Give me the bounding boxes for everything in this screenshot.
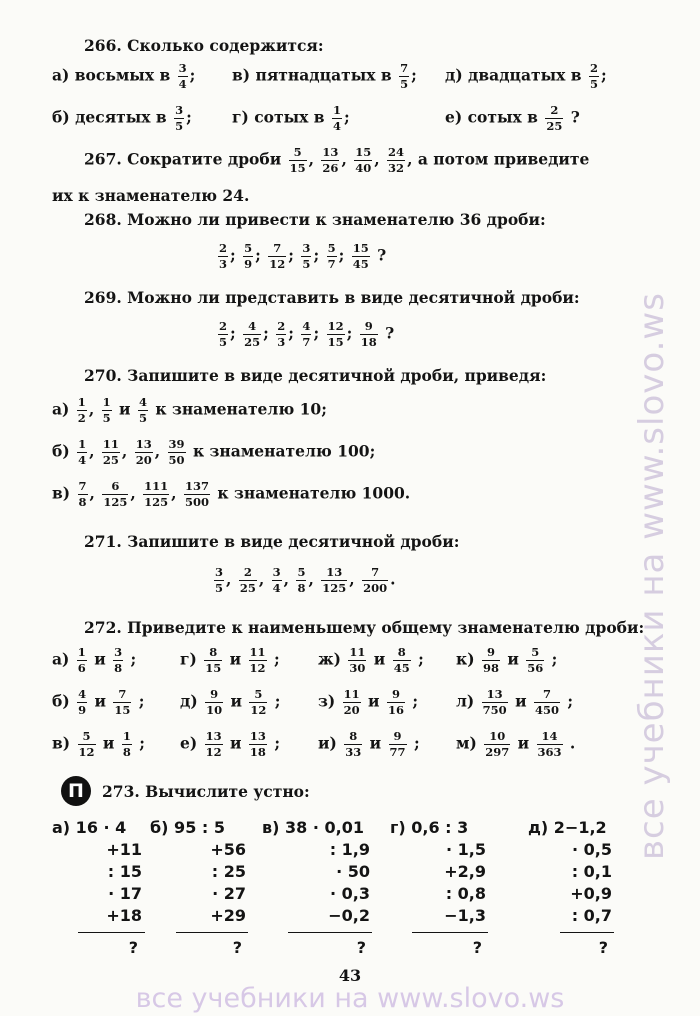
fraction: $\frac{1}{5}$ — [102, 395, 111, 426]
p269-fractions: $\frac{2}{5}$ ; $\frac{4}{25}$ ; $\frac{2}{3}$ ; $\frac{4}{7}$ ; $\frac{12}{15}$ ; $\frac{9}{18}$ ? — [219, 319, 395, 350]
fraction: $\frac{3}{5}$ — [302, 241, 311, 272]
p272-item: ж) $\frac{11}{30}$ и $\frac{8}{45}$ ; — [318, 645, 424, 676]
fraction: $\frac{1}{2}$ — [77, 395, 86, 426]
fraction: $\frac{8}{45}$ — [393, 645, 410, 676]
fraction: $\frac{13}{26}$ — [322, 145, 339, 176]
p273-op: : 0,8 — [445, 884, 486, 903]
oral-badge: П — [61, 776, 91, 806]
fraction: $\frac{5}{12}$ — [250, 687, 267, 718]
p266-a: а) восьмых в — [52, 65, 171, 85]
p266-g: г) сотых в $\frac{1}{4}$ ; — [232, 103, 350, 134]
p272-item: м) $\frac{10}{297}$ и $\frac{14}{363}$ . — [456, 729, 576, 760]
p273-op: −1,3 — [444, 906, 486, 925]
fraction: $\frac{9}{16}$ — [387, 687, 404, 718]
p273-op: · 50 — [336, 862, 370, 881]
p273-op: +11 — [106, 840, 142, 859]
p272-item: к) $\frac{9}{98}$ и $\frac{5}{56}$ ; — [456, 645, 558, 676]
p270-a: а) $\frac{1}{2}$ , $\frac{1}{5}$ и $\frac{4}{5}$ к знаменателю 10; — [52, 395, 327, 426]
fraction: $\frac{7}{200}$ — [363, 565, 388, 596]
p273-start: б) 95 : 5 — [150, 818, 225, 837]
p273-op: · 1,5 — [446, 840, 486, 859]
p272-item: д) $\frac{9}{10}$ и $\frac{5}{12}$ ; — [180, 687, 281, 718]
p273-question: ? — [128, 938, 138, 957]
p270-b: б) $\frac{1}{4}$ , $\frac{11}{25}$ , $\frac{13}{20}$ , $\frac{39}{50}$ к знаменателю 100; — [52, 437, 376, 468]
p273-op: · 17 — [108, 884, 142, 903]
fraction: $\frac{2}{3}$ — [277, 319, 286, 350]
fraction: $\frac{5}{12}$ — [78, 729, 95, 760]
problem-272-heading: 272. Приведите к наименьшему общему знаменателю дроби: — [84, 618, 645, 637]
fraction: $\frac{2}{5}$ — [590, 61, 599, 92]
fraction: $\frac{11}{12}$ — [249, 645, 266, 676]
p273-op: +18 — [106, 906, 142, 925]
fraction: $\frac{3}{5}$ — [175, 103, 184, 134]
problem-266-heading: 266. Сколько содержится: — [84, 36, 324, 55]
problem-271-heading: 271. Запишите в виде десятичной дроби: — [84, 532, 460, 551]
p271-fractions: $\frac{3}{5}$ , $\frac{2}{25}$ , $\frac{3}{4}$ , $\frac{5}{8}$ , $\frac{13}{125}$ , $\frac{7}{200}$ . — [215, 565, 396, 596]
problem-273-heading: 273. Вычислите устно: — [102, 782, 310, 801]
p273-op: · 0,3 — [330, 884, 370, 903]
fraction: $\frac{13}{18}$ — [249, 729, 266, 760]
p273-start: а) 16 · 4 — [52, 818, 127, 837]
fraction: $\frac{6}{125}$ — [103, 479, 128, 510]
fraction: $\frac{13}{125}$ — [322, 565, 347, 596]
p273-start: д) 2−1,2 — [528, 818, 607, 837]
fraction: $\frac{9}{10}$ — [206, 687, 223, 718]
fraction: $\frac{3}{4}$ — [178, 61, 187, 92]
fraction: $\frac{12}{15}$ — [327, 319, 344, 350]
p266-d: д) двадцатых в $\frac{2}{5}$ ; — [445, 61, 607, 92]
p273-question: ? — [356, 938, 366, 957]
fraction: $\frac{7}{15}$ — [114, 687, 131, 718]
problem-267: 267. Сократите дроби $\frac{5}{15}$ , $\frac{13}{26}$ , $\frac{15}{40}$ , $\frac{24}{32}$ , а потом приведите — [84, 145, 590, 176]
fraction: $\frac{5}{9}$ — [244, 241, 253, 272]
p273-op: −0,2 — [328, 906, 370, 925]
p273-op: : 1,9 — [329, 840, 370, 859]
page-number: 43 — [338, 966, 362, 985]
fraction: $\frac{9}{98}$ — [482, 645, 499, 676]
p273-question: ? — [232, 938, 242, 957]
fraction: $\frac{24}{32}$ — [388, 145, 405, 176]
p272-item: л) $\frac{13}{750}$ и $\frac{7}{450}$ ; — [456, 687, 574, 718]
fraction: $\frac{3}{8}$ — [114, 645, 123, 676]
problem-269-heading: 269. Можно ли представить в виде десятичной дроби: — [84, 288, 580, 307]
fraction: $\frac{4}{5}$ — [138, 395, 147, 426]
fraction: $\frac{137}{500}$ — [184, 479, 209, 510]
fraction: $\frac{1}{8}$ — [122, 729, 131, 760]
p273-op: : 25 — [211, 862, 246, 881]
fraction: $\frac{9}{18}$ — [360, 319, 377, 350]
p266-b: б) десятых в $\frac{3}{5}$ ; — [52, 103, 192, 134]
fraction: $\frac{13}{20}$ — [135, 437, 152, 468]
p273-op: · 27 — [212, 884, 246, 903]
fraction: $\frac{2}{25}$ — [239, 565, 256, 596]
p272-item: а) $\frac{1}{6}$ и $\frac{3}{8}$ ; — [52, 645, 137, 676]
fraction: $\frac{8}{15}$ — [205, 645, 222, 676]
problem-268-heading: 268. Можно ли привести к знаменателю 36 дроби: — [84, 210, 546, 229]
p273-rule — [560, 932, 614, 933]
fraction: $\frac{8}{33}$ — [345, 729, 362, 760]
p273-op: · 0,5 — [572, 840, 612, 859]
p273-question: ? — [598, 938, 608, 957]
fraction: $\frac{15}{45}$ — [352, 241, 369, 272]
p266-v: в) пятнадцатых в $\frac{7}{5}$ ; — [232, 61, 417, 92]
p272-item: з) $\frac{11}{20}$ и $\frac{9}{16}$ ; — [318, 687, 419, 718]
watermark-side: все учебники на www.slovo.ws — [632, 292, 672, 860]
fraction: $\frac{4}{9}$ — [78, 687, 87, 718]
p272-item: г) $\frac{8}{15}$ и $\frac{11}{12}$ ; — [180, 645, 280, 676]
p273-op: +0,9 — [570, 884, 612, 903]
p272-item: б) $\frac{4}{9}$ и $\frac{7}{15}$ ; — [52, 687, 145, 718]
p273-start: г) 0,6 : 3 — [390, 818, 469, 837]
p272-item: е) $\frac{13}{12}$ и $\frac{13}{18}$ ; — [180, 729, 281, 760]
fraction: $\frac{9}{77}$ — [389, 729, 406, 760]
p273-op: +2,9 — [444, 862, 486, 881]
fraction: $\frac{3}{4}$ — [272, 565, 281, 596]
fraction: $\frac{2}{5}$ — [219, 319, 228, 350]
p266-row1: а) восьмых в $\frac{3}{4}$ ; — [52, 61, 196, 92]
fraction: $\frac{5}{56}$ — [527, 645, 544, 676]
fraction: $\frac{1}{4}$ — [78, 437, 87, 468]
p272-item: в) $\frac{5}{12}$ и $\frac{1}{8}$ ; — [52, 729, 145, 760]
fraction: $\frac{11}{20}$ — [343, 687, 360, 718]
p266-e: е) сотых в $\frac{2}{25}$ ? — [445, 103, 580, 134]
fraction: $\frac{11}{25}$ — [102, 437, 119, 468]
fraction: $\frac{3}{5}$ — [215, 565, 224, 596]
fraction: $\frac{39}{50}$ — [168, 437, 185, 468]
fraction: $\frac{4}{25}$ — [244, 319, 261, 350]
p273-rule — [176, 932, 248, 933]
p267-line2: их к знаменателю 24. — [52, 186, 250, 205]
fraction: $\frac{7}{5}$ — [400, 61, 409, 92]
fraction: $\frac{5}{15}$ — [289, 145, 306, 176]
fraction: $\frac{111}{125}$ — [144, 479, 169, 510]
p273-op: : 0,7 — [571, 906, 612, 925]
fraction: $\frac{7}{450}$ — [534, 687, 559, 718]
fraction: $\frac{10}{297}$ — [485, 729, 510, 760]
watermark-bottom: все учебники на www.slovo.ws — [135, 983, 565, 1014]
p273-rule — [288, 932, 372, 933]
fraction: $\frac{7}{8}$ — [78, 479, 87, 510]
fraction: $\frac{1}{4}$ — [332, 103, 341, 134]
problem-270-heading: 270. Запишите в виде десятичной дроби, приведя: — [84, 366, 547, 385]
p273-op: : 0,1 — [571, 862, 612, 881]
fraction: $\frac{2}{3}$ — [219, 241, 228, 272]
fraction: $\frac{7}{12}$ — [269, 241, 286, 272]
p273-rule — [78, 932, 145, 933]
fraction: $\frac{13}{750}$ — [482, 687, 507, 718]
fraction: $\frac{15}{40}$ — [355, 145, 372, 176]
p273-op: : 15 — [107, 862, 142, 881]
p273-op: +29 — [210, 906, 246, 925]
p272-item: и) $\frac{8}{33}$ и $\frac{9}{77}$ ; — [318, 729, 420, 760]
fraction: $\frac{2}{25}$ — [546, 103, 563, 134]
fraction: $\frac{4}{7}$ — [302, 319, 311, 350]
fraction: $\frac{13}{12}$ — [205, 729, 222, 760]
p270-v: в) $\frac{7}{8}$ , $\frac{6}{125}$ , $\frac{111}{125}$ , $\frac{137}{500}$ к знаменателю 1000. — [52, 479, 411, 510]
p273-start: в) 38 · 0,01 — [262, 818, 364, 837]
fraction: $\frac{5}{8}$ — [297, 565, 306, 596]
fraction: $\frac{5}{7}$ — [327, 241, 336, 272]
p273-rule — [412, 932, 488, 933]
fraction: $\frac{14}{363}$ — [537, 729, 562, 760]
p273-op: +56 — [210, 840, 246, 859]
fraction: $\frac{11}{30}$ — [349, 645, 366, 676]
p268-fractions: $\frac{2}{3}$ ; $\frac{5}{9}$ ; $\frac{7}{12}$ ; $\frac{3}{5}$ ; $\frac{5}{7}$ ; $\frac{15}{45}$ ? — [219, 241, 387, 272]
p273-question: ? — [472, 938, 482, 957]
fraction: $\frac{1}{6}$ — [77, 645, 86, 676]
